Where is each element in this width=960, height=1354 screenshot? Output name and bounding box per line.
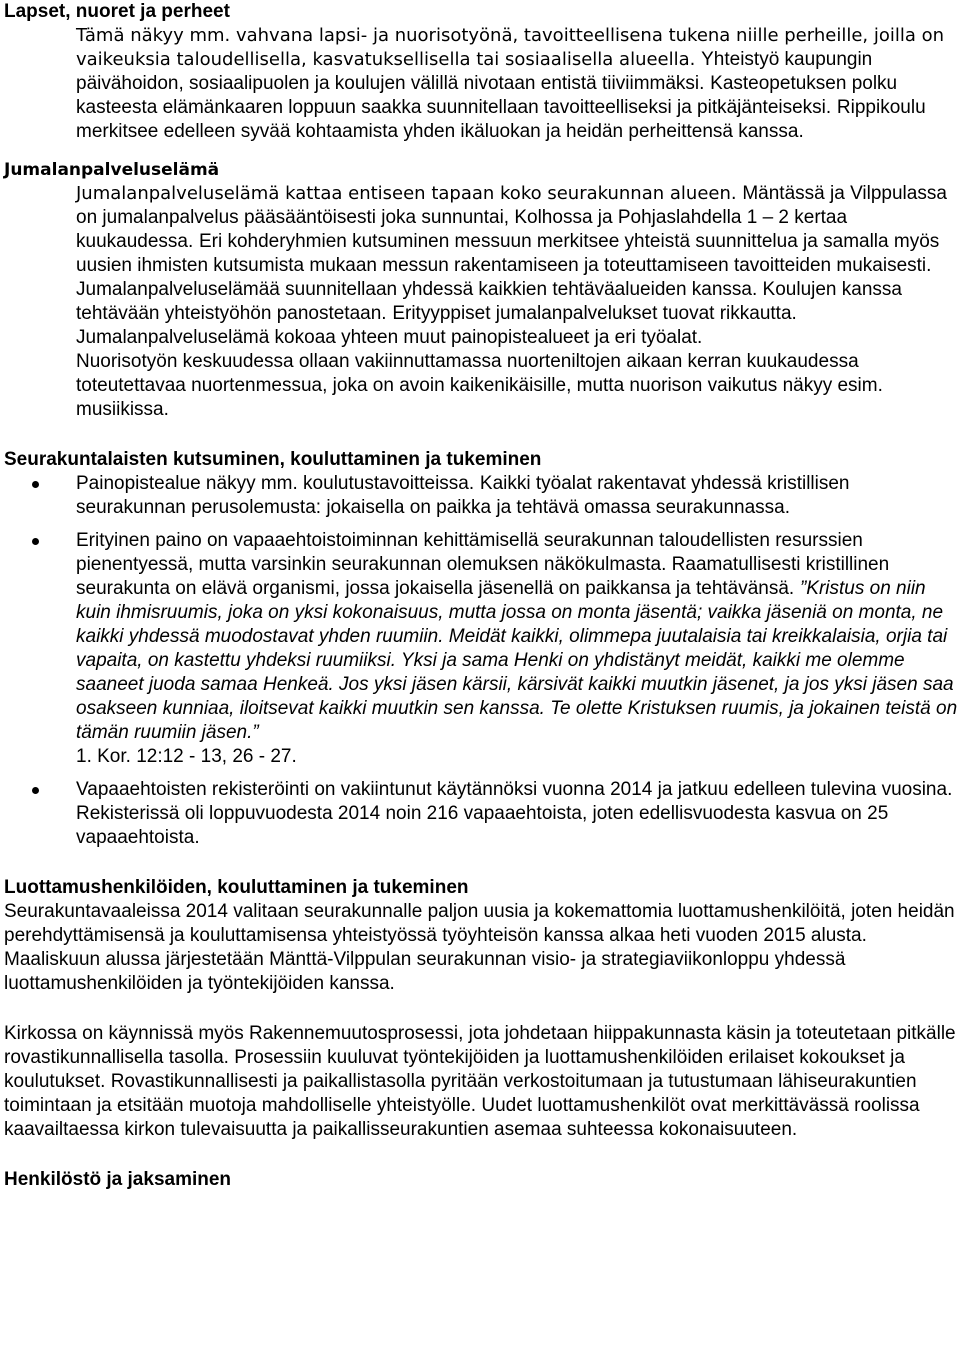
inviting-item-3b: Rekisterissä oli loppuvuodesta 2014 noin 216 vapaaehtoista, joten edellisvuodesta kasvua on 25 vapaaehtoista. [76, 803, 889, 848]
section-heading-worship: Jumalanpalveluselämä [4, 160, 220, 180]
trustees-paragraph-1 [4, 900, 958, 996]
families-text-4: Rippikoulu merkitsee edelleen syvää kohtaamista yhden ikäluokan ja heidän perheittensä kanssa. [76, 97, 926, 142]
worship-text-2: Mäntässä ja Vilppulassa on jumalanpalvelus pääsääntöisesti joka sunnuntai, Kolhossa ja Pohjaslahdella 1 – 2 kertaa kuukaudessa. [76, 183, 947, 252]
list-item [4, 472, 958, 520]
families-text-3: Kasteopetuksen polku kasteesta elämänkaaren loppuun saakka suunnitellaan tavoitteelliseksi ja pitkäjänteiseksi. [76, 73, 898, 118]
list-item [4, 529, 958, 769]
families-text-2: Yhteistyö kaupungin päivähoidon, sosiaalipuolen ja koulujen välillä nivotaan entistä tiiviimmäksi. [76, 49, 873, 94]
inviting-item-2a: Erityinen paino on vapaaehtoistoiminnan kehittämisellä seurakunnan taloudellisten resurssien pienentyessä, mutta varsinkin seurakunnan olemuksen näkökulmasta. Raamatullisesti kristillinen seurakunta on elävä organismi, jossa jokaisella jäsenellä on paikkansa ja tehtävänsä. [76, 530, 890, 599]
worship-text-1: Jumalanpalveluselämä kattaa entiseen tapaan koko seurakunnan alueen. [76, 183, 737, 204]
trustees-paragraph-2 [4, 1022, 958, 1142]
trustees-text-1: Seurakuntavaaleissa 2014 valitaan seurakunnalle paljon uusia ja kokemattomia luottamushenkilöitä, joten heidän perehdyttämisensä ja kouluttamisensa yhteistyössä työyhteisön kanssa alkaa heti vuoden 2015 alusta. [4, 901, 955, 946]
families-paragraph [4, 24, 958, 144]
inviting-item-3a: Vapaaehtoisten rekisteröinti on vakiintunut käytännöksi vuonna 2014 ja jatkuu edelleen tulevina vuosina. [76, 779, 953, 800]
trustees-text-5: Rovastikunnallisesti ja paikallistasolla pyritään verkostoitumaan ja tutustumaan lähiseurakuntien toimintaan ja etsitään muotoja mahdolliselle yhteistyölle. Uudet luottamushenkilöt ovat merkittävässä roolissa kaavailtaessa kirkon tulevaisuutta ja paikallisseurakuntien asemaa suhteessa kokonaisuuteen. [4, 1071, 920, 1140]
bullet-icon [32, 481, 39, 488]
worship-text-3: Eri kohderyhmien kutsuminen messuun merkitsee yhteistä suunnittelua ja samalla myös uusien ihmisten kutsumista mukaan messun rakentamiseen ja toteuttamiseen tavoitteiden mukaisesti. [76, 231, 940, 276]
worship-paragraph [4, 182, 958, 350]
worship-text-5: Erityyppiset jumalanpalvelukset tuovat rikkautta. Jumalanpalveluselämä kokoaa yhteen muut painopistealueet ja eri työalat. [76, 303, 797, 348]
families-text-1: Tämä näkyy mm. vahvana lapsi- ja nuorisotyönä, tavoitteellisena tukena niille perheille, joilla on vaikeuksia taloudellisella, kasvatuksellisella tai sosiaalisella alueella. [76, 25, 945, 70]
inviting-item-1b: Kaikki työalat rakentavat yhdessä kristillisen seurakunnan perusolemusta: jokaisella on paikka ja tehtävä omassa seurakunnassa. [76, 473, 850, 518]
inviting-item-1a: Painopistealue näkyy mm. koulutustavoitteissa. [76, 473, 475, 494]
trustees-text-4: Prosessiin kuuluvat työntekijöiden ja luottamushenkilöiden erilaiset kokoukset ja koulutukset. [4, 1047, 905, 1092]
inviting-list [4, 472, 958, 850]
trustees-text-2: Maaliskuun alussa järjestetään Mänttä-Vilppulan seurakunnan visio- ja strategiaviikonloppu yhdessä luottamushenkilöiden ja työntekijöiden kanssa. [4, 949, 846, 994]
bullet-icon [32, 538, 39, 545]
bible-reference: 1. Kor. 12:12 - 13, 26 - 27. [76, 746, 297, 767]
section-heading-trustees: Luottamushenkilöiden, kouluttaminen ja tukeminen [4, 877, 469, 898]
section-heading-inviting: Seurakuntalaisten kutsuminen, kouluttaminen ja tukeminen [4, 449, 542, 470]
section-heading-families: Lapset, nuoret ja perheet [4, 1, 230, 22]
worship-text-4: Jumalanpalveluselämää suunnitellaan yhdessä kaikkien tehtäväalueiden kanssa. Koulujen kanssa tehtävään yhteistyöhön panostetaan. [76, 279, 902, 324]
trustees-text-3: Kirkossa on käynnissä myös Rakennemuutosprosessi, jota johdetaan hiippakunnasta käsin ja toteutetaan pitkälle rovastikunnallisella tasolla. [4, 1023, 956, 1068]
bible-quote: ”Kristus on niin kuin ihmisruumis, joka on yksi kokonaisuus, mutta jossa on monta jäsentä; vaikka jäseniä on monta, ne kaikki yhdessä muodostavat yhden ruumiin. Meidät kaikki, olimmepa juutalaisia tai kreikkalaisia, orjia tai vapaita, on kastettu yhdeksi ruumiiksi. Yksi ja sama Henki on yhdistänyt meidät, kaikki me olemme saaneet juoda samaa Henkeä. Jos yksi jäsen kärsii, kärsivät kaikki muutkin jäsenet, ja jos yksi jäsen saa osakseen kunniaa, iloitsevat kaikki muutkin sen kanssa. Te olette Kristuksen ruumis, ja jokainen teistä on tämän ruumiin jäsen.” [76, 578, 958, 743]
document-page [4, 0, 958, 1192]
section-heading-staff: Henkilöstö ja jaksaminen [4, 1169, 232, 1190]
bullet-icon [32, 787, 39, 794]
worship-youth-paragraph: Nuorisotyön keskuudessa ollaan vakiinnuttamassa nuorteniltojen aikaan kerran kuukaudessa toteutettavaa nuortenmessua, joka on avoin kaikenikäisille, mutta nuorison vaikutus näkyy esim. musiikissa. [76, 351, 883, 420]
list-item [4, 778, 958, 850]
